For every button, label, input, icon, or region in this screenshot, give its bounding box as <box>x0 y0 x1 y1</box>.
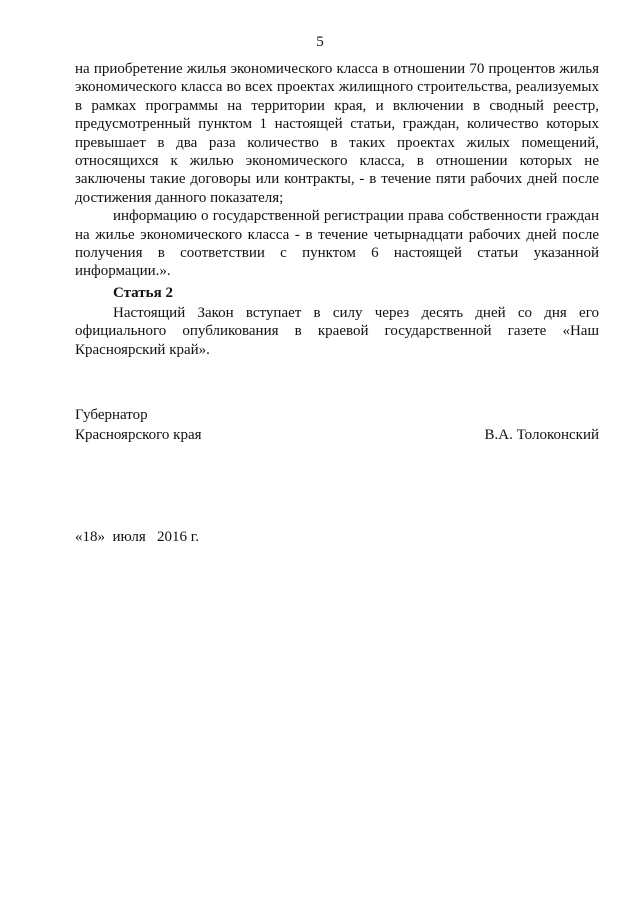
signatory-position-line1: Губернатор <box>75 407 148 423</box>
document-date: «18» июля 2016 г. <box>75 529 199 545</box>
signatory-name: В.А. Толоконский <box>484 427 599 443</box>
paragraph-continued: на приобретение жилья экономического класса в отношении 70 процентов жилья экономического класса во всех проектах жилищного строительства, реализуемых в рамках программы на территории края, и включении в сводный реестр, предусмотренный пунктом 1 настоящей статьи, граждан, количество которых превышает в два раза количество в таких проектах жилых помещений, относящихся к жилью экономического класса, в отношении которых не заключены такие договоры или контракты, - в течение пяти рабочих дней после достижения данного показателя; <box>75 61 599 206</box>
page-number: 5 <box>316 34 324 50</box>
document-body <box>75 60 599 281</box>
paragraph-registration-info: информацию о государственной регистрации права собственности граждан на жилье экономического класса - в течение четырнадцати рабочих дней после получения в соответствии с пунктом 6 настоящей статьи указанной информации.». <box>75 208 599 280</box>
signature-block <box>75 405 599 445</box>
article-text: Настоящий Закон вступает в силу через десять дней со дня его официального опубликования в краевой государственной газете «Наш Красноярский край». <box>75 305 599 358</box>
article-title: Статья 2 <box>113 285 173 301</box>
signatory-position-line2: Красноярского края <box>75 427 202 443</box>
